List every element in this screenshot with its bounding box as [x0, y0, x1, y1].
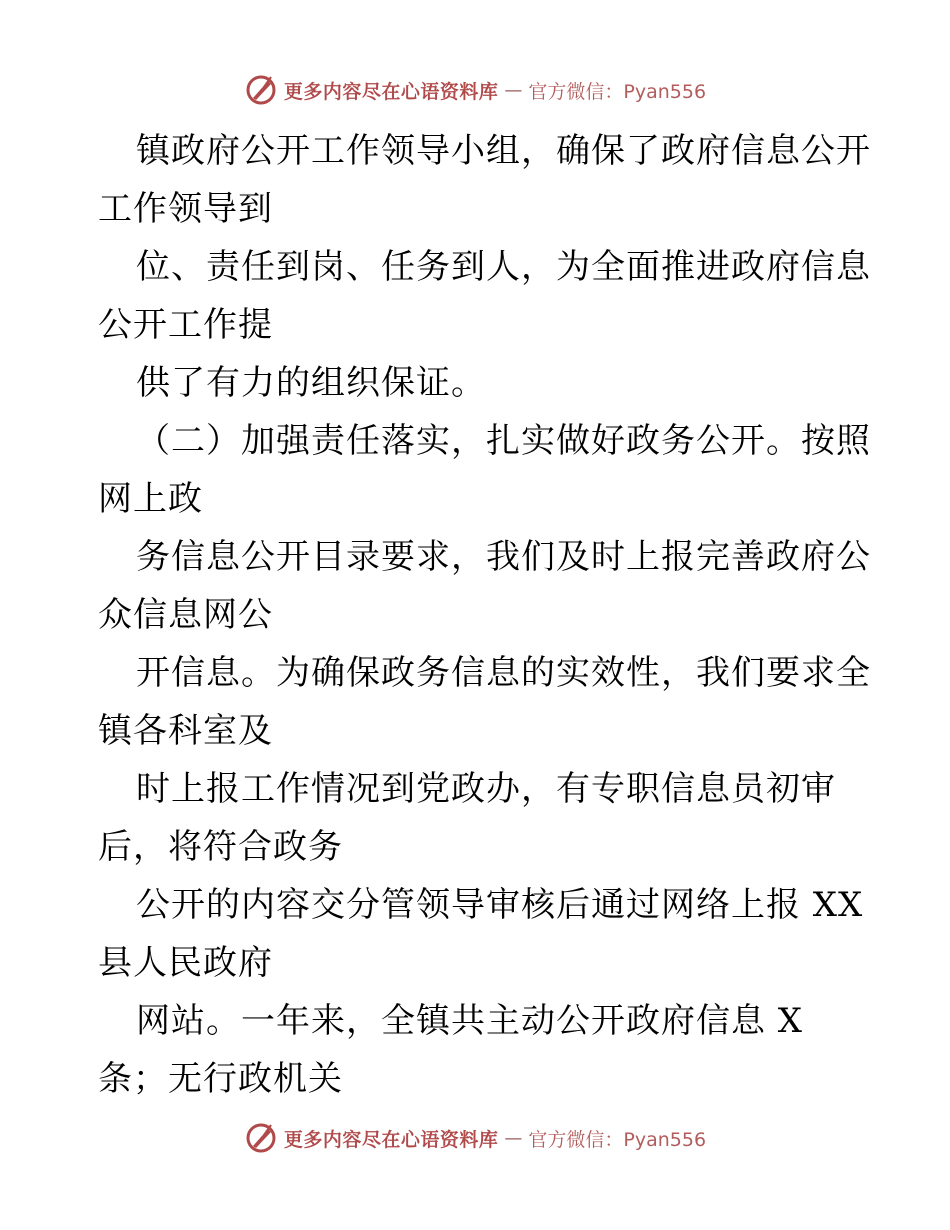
footer-banner: [0, 1118, 950, 1158]
footer-separator: —: [504, 1127, 523, 1149]
quill-circle-icon: [244, 1121, 278, 1155]
footer-wechat-text: 官方微信：Pyan556: [528, 1128, 707, 1151]
text-line: 众信息网公: [98, 595, 273, 635]
text-line: 位、责任到岗、任务到人，为全面推进政府信息: [136, 247, 871, 287]
document-body: [98, 122, 871, 1108]
quill-circle-icon: [244, 73, 278, 107]
text-line: 网站。一年来，全镇共主动公开政府信息 X: [136, 1001, 804, 1041]
text-line: 网上政: [98, 479, 203, 519]
header-separator: —: [504, 79, 523, 101]
text-line: 镇政府公开工作领导小组，确保了政府信息公开: [136, 131, 871, 171]
header-wechat-text: 官方微信：Pyan556: [528, 80, 707, 103]
text-line: 镇各科室及: [98, 711, 273, 751]
text-line: 县人民政府: [98, 943, 273, 983]
text-line: 公开的内容交分管领导审核后通过网络上报 XX: [136, 885, 864, 925]
text-line: 务信息公开目录要求，我们及时上报完善政府公: [136, 537, 871, 577]
header-brand-text: 更多内容尽在心语资料库: [283, 80, 499, 103]
text-line: 时上报工作情况到党政办，有专职信息员初审: [136, 769, 836, 809]
text-line: 开信息。为确保政务信息的实效性，我们要求全: [136, 653, 871, 693]
footer-brand-text: 更多内容尽在心语资料库: [283, 1128, 499, 1151]
text-line: 条；无行政机关: [98, 1059, 343, 1099]
text-line: 供了有力的组织保证。: [136, 363, 486, 403]
text-line: 工作领导到: [98, 189, 273, 229]
text-line: 公开工作提: [98, 305, 273, 345]
text-line: 后，将符合政务: [98, 827, 343, 867]
header-banner: [0, 70, 950, 110]
text-line: （二）加强责任落实，扎实做好政务公开。按照: [136, 421, 871, 461]
